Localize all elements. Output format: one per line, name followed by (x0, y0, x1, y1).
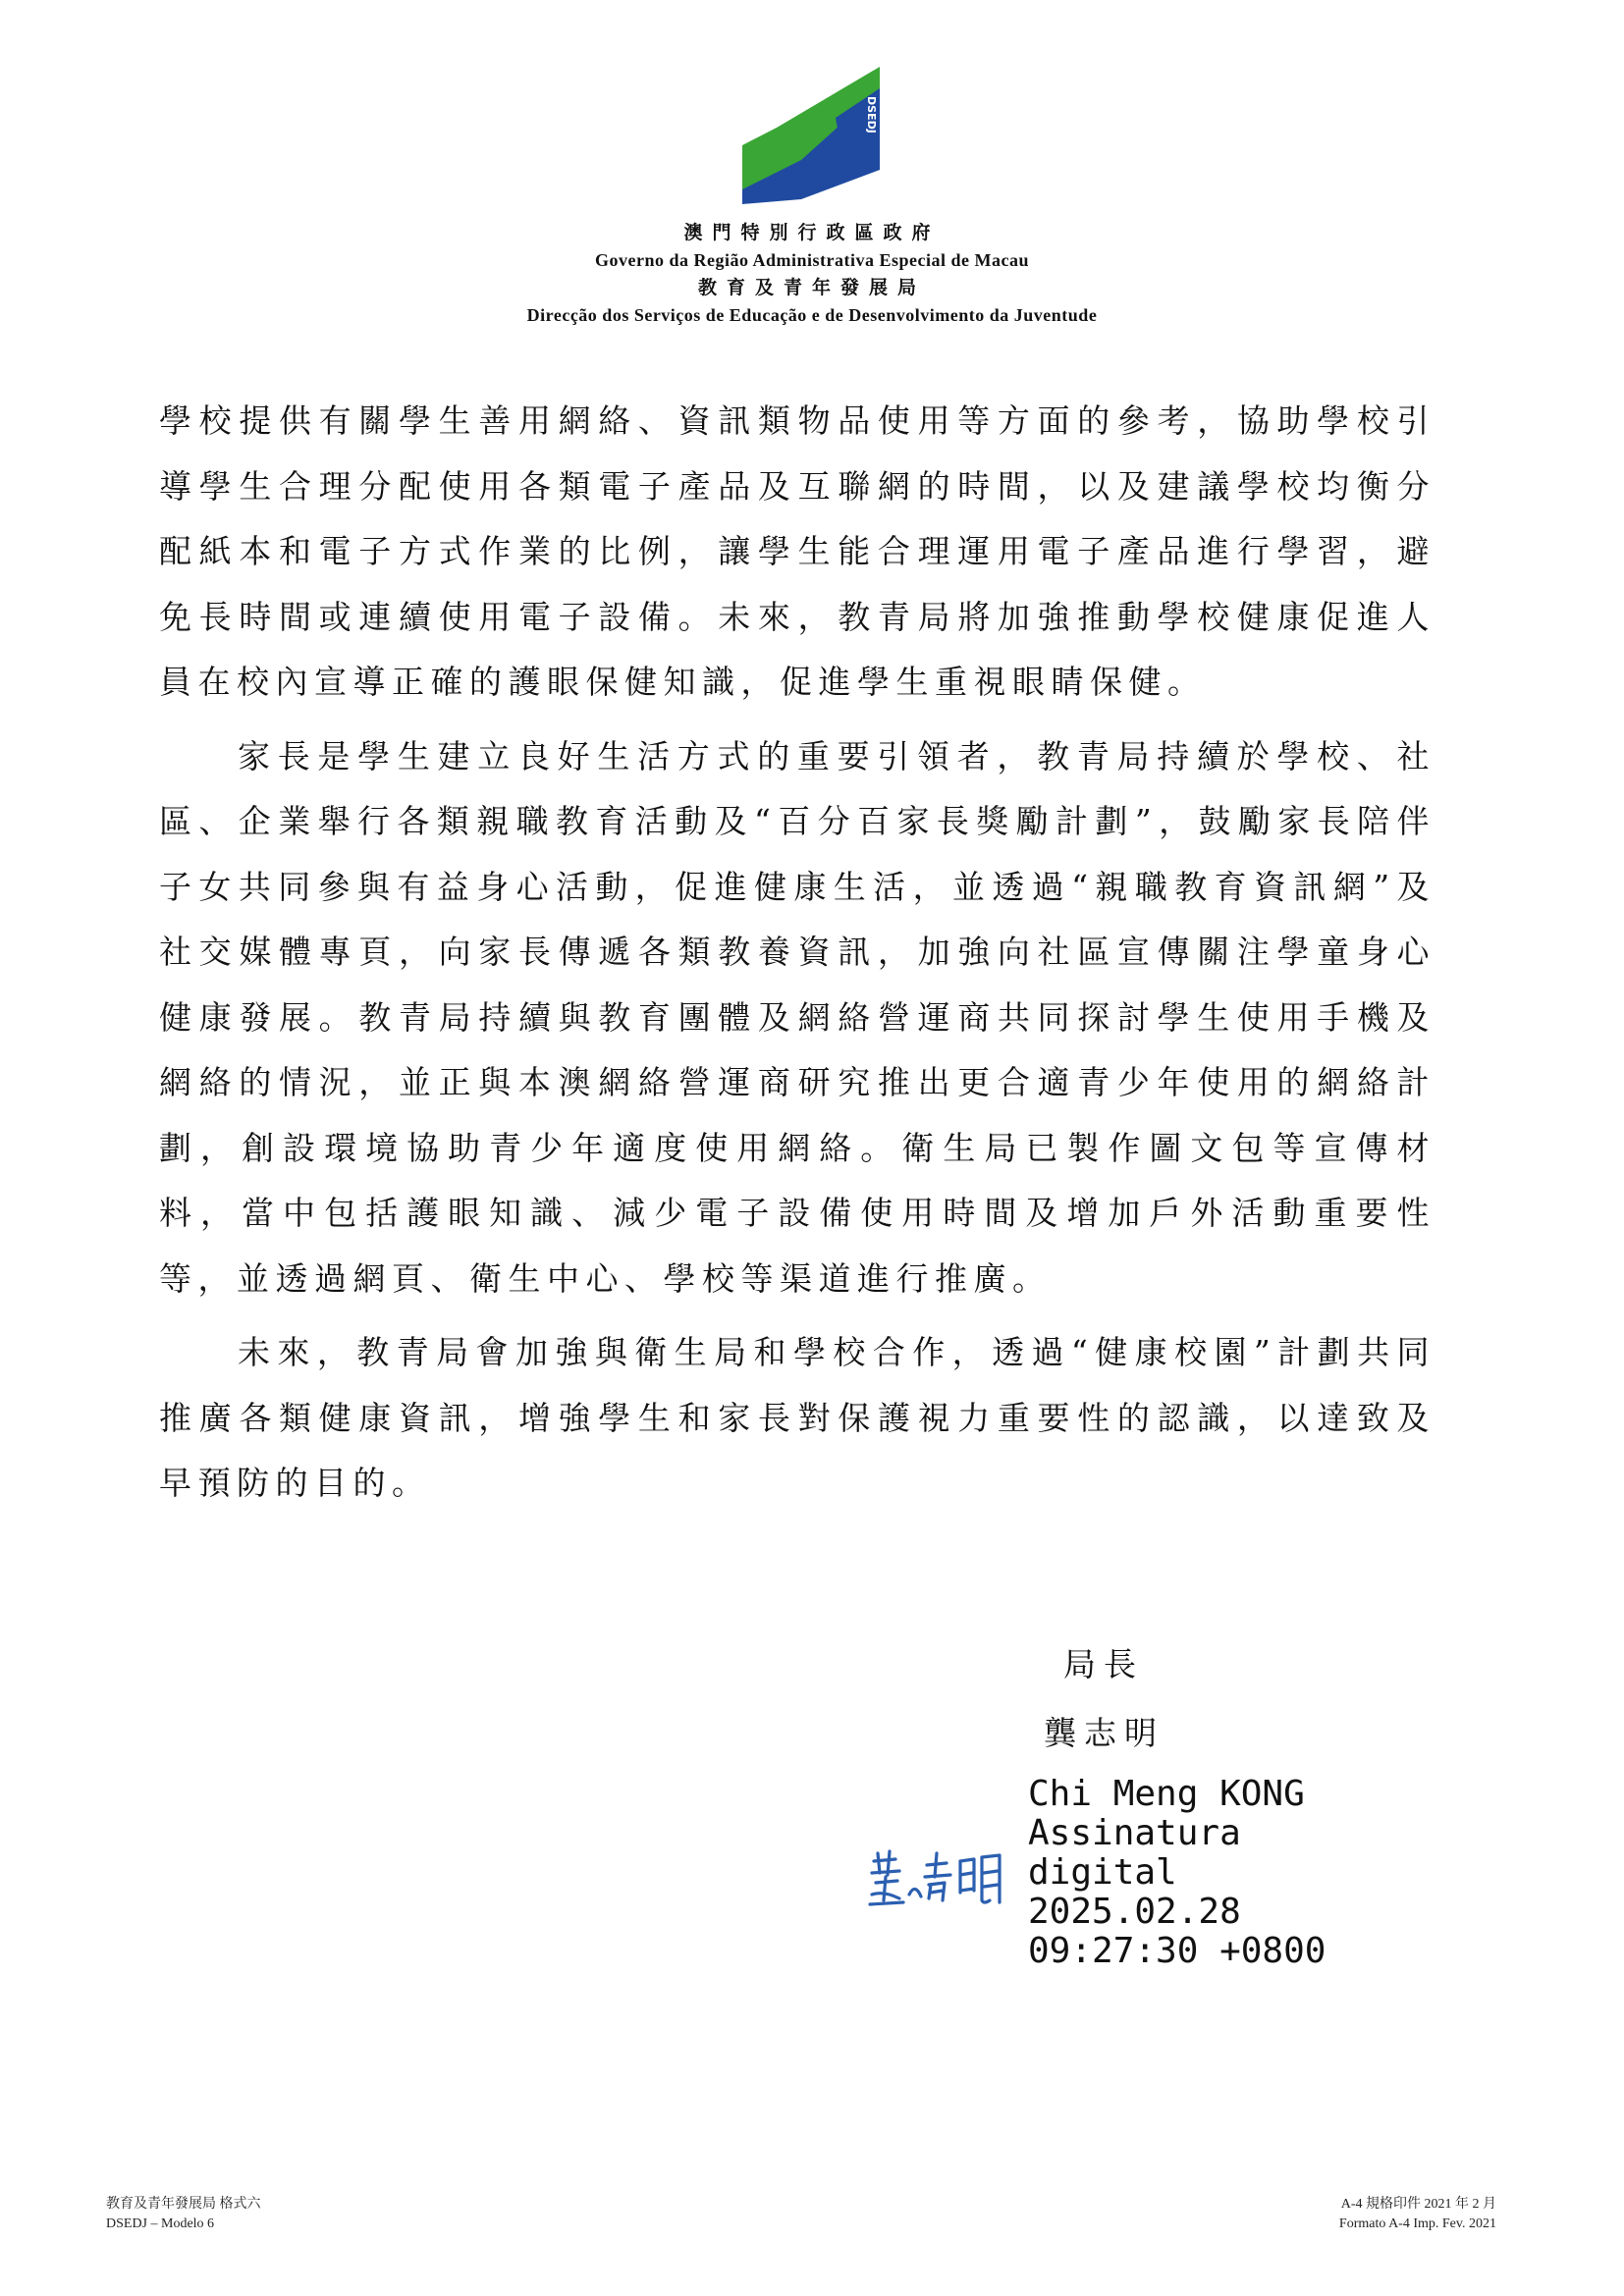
letterhead (0, 218, 1624, 328)
digital-date: 2025.02.28 (1028, 1892, 1241, 1932)
footer-format-zh: A-4 規格印件 2021 年 2 月 (1340, 2197, 1496, 2212)
footer-form-pt: DSEDJ – Modelo 6 (106, 2216, 215, 2231)
org-name-zh: 澳門特別行政區政府 (683, 222, 941, 243)
signatory-title: 局長 (1063, 1645, 1144, 1683)
signatory-name: 龔志明 (1044, 1714, 1164, 1752)
digital-signer: Chi Meng KONG (1028, 1774, 1305, 1814)
digital-label-1: Assinatura (1028, 1813, 1241, 1853)
digital-label-2: digital (1028, 1852, 1177, 1893)
dsedj-logo (742, 67, 890, 214)
paragraph-3: 未來，教青局會加強與衛生局和學校合作，透過“健康校園”計劃共同推廣各類健康資訊，增強學生和家長對保護視力重要性的認識，以達致及早預防的目的。 (159, 1333, 1435, 1502)
footer-right (1339, 2195, 1496, 2234)
digital-signature-block (1028, 1775, 1326, 1971)
footer-form-zh: 教育及青年發展局 格式六 (106, 2197, 261, 2212)
dept-name-zh: 教育及青年發展局 (697, 277, 926, 298)
logo-text: DSEDJ (865, 96, 878, 133)
org-name-pt: Governo da Região Administrativa Especial de Macau (595, 250, 1029, 270)
footer-left (106, 2195, 261, 2234)
handwritten-signature (866, 1843, 1011, 1912)
footer-format-pt: Formato A-4 Imp. Fev. 2021 (1338, 2216, 1496, 2231)
digital-time: 09:27:30 +0800 (1028, 1931, 1326, 1971)
dept-name-pt: Direcção dos Serviços de Educação e de Desenvolvimento da Juventude (526, 305, 1098, 325)
paragraph-2: 家長是學生建立良好生活方式的重要引領者，教青局持續於學校、社區、企業舉行各類親職教育活動及“百分百家長獎勵計劃”，鼓勵家長陪伴子女共同參與有益身心活動，促進健康生活，並透過“親職教育資訊網”及社交媒體專頁，向家長傳遞各類教養資訊，加強向社區宣傳關注學童身心健康發展。教青局持續與教育團體及網絡營運商共同探討學生使用手機及網絡的情況，並正與本澳網絡營運商研究推出更合適青少年使用的網絡計劃，創設環境協助青少年適度使用網絡。衛生局已製作圖文包等宣傳材料，當中包括護眼知識、減少電子設備使用時間及增加戶外活動重要性等，並透過網頁、衛生中心、學校等渠道進行推廣。 (159, 736, 1435, 1298)
paragraph-1: 學校提供有關學生善用網絡、資訊類物品使用等方面的參考，協助學校引導學生合理分配使用各類電子產品及互聯網的時間，以及建議學校均衡分配紙本和電子方式作業的比例，讓學生能合理運用電子產品進行學習，避免長時間或連續使用電子設備。未來，教青局將加強推動學校健康促進人員在校內宣導正確的護眼保健知識，促進學生重視眼睛保健。 (159, 401, 1435, 701)
letter-body (159, 389, 1435, 1525)
